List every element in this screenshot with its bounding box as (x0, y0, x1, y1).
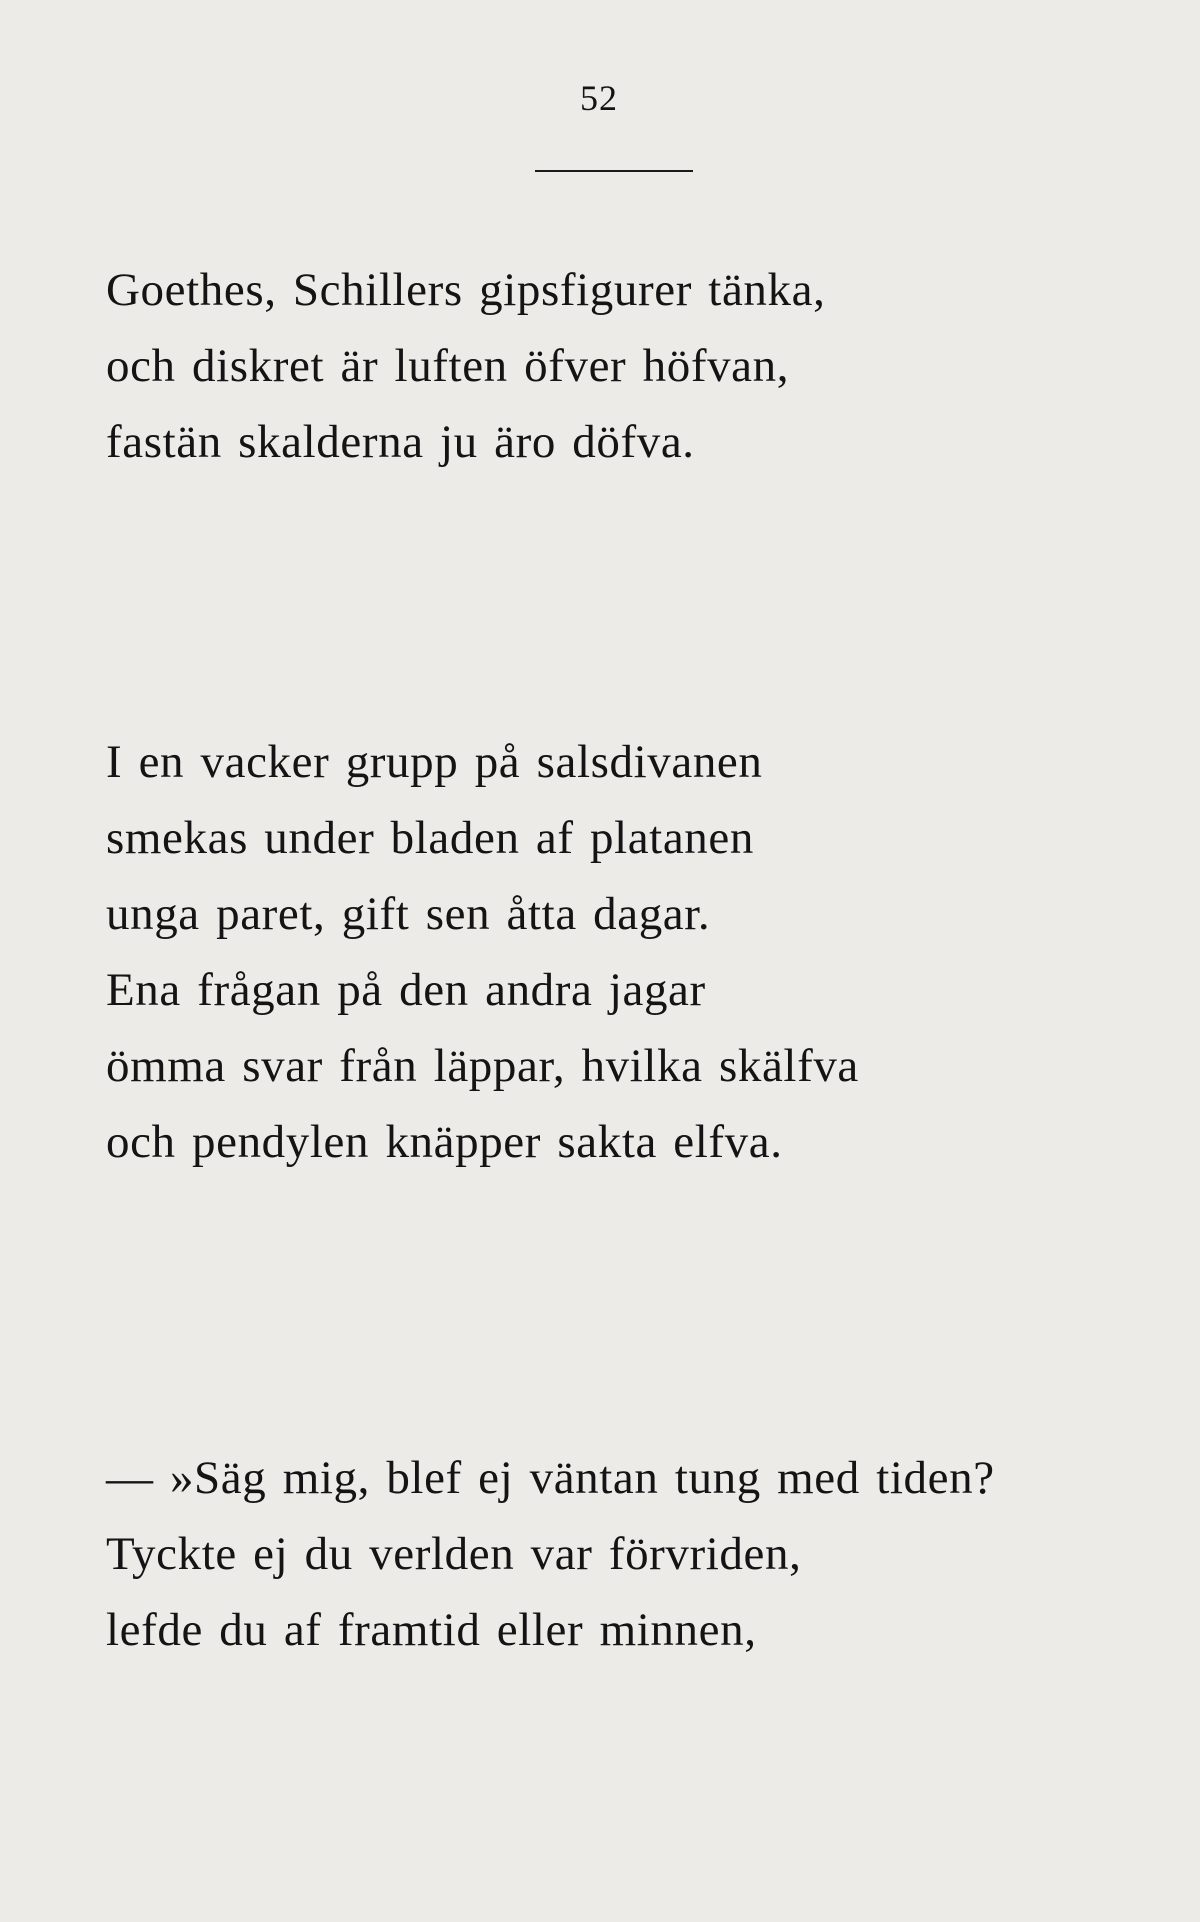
stanza-3 (106, 1440, 995, 1668)
verse-line: och diskret är luften öfver höfvan, (106, 340, 790, 392)
verse-line: smekas under bladen af platanen (106, 812, 754, 864)
verse-line: ömma svar från läppar, hvilka skälfva (106, 1040, 859, 1092)
verse-line: Tyckte ej du verlden var förvriden, (106, 1528, 802, 1580)
stanza-2 (106, 724, 859, 1180)
verse-line: fastän skalderna ju äro döfva. (106, 416, 695, 468)
verse-line: lefde du af framtid eller minnen, (106, 1604, 757, 1656)
verse-line: unga paret, gift sen åtta dagar. (106, 888, 711, 940)
page-number: 52 (580, 78, 618, 118)
verse-line: I en vacker grupp på salsdivanen (106, 736, 763, 788)
verse-line: Ena frågan på den andra jagar (106, 964, 706, 1016)
verse-line: — »Säg mig, blef ej väntan tung med tiden? (106, 1452, 995, 1504)
verse-line: Goethes, Schillers gipsfigurer tänka, (106, 264, 826, 316)
header-rule (535, 170, 693, 172)
stanza-1 (106, 252, 825, 480)
verse-line: och pendylen knäpper sakta elfva. (106, 1116, 783, 1168)
